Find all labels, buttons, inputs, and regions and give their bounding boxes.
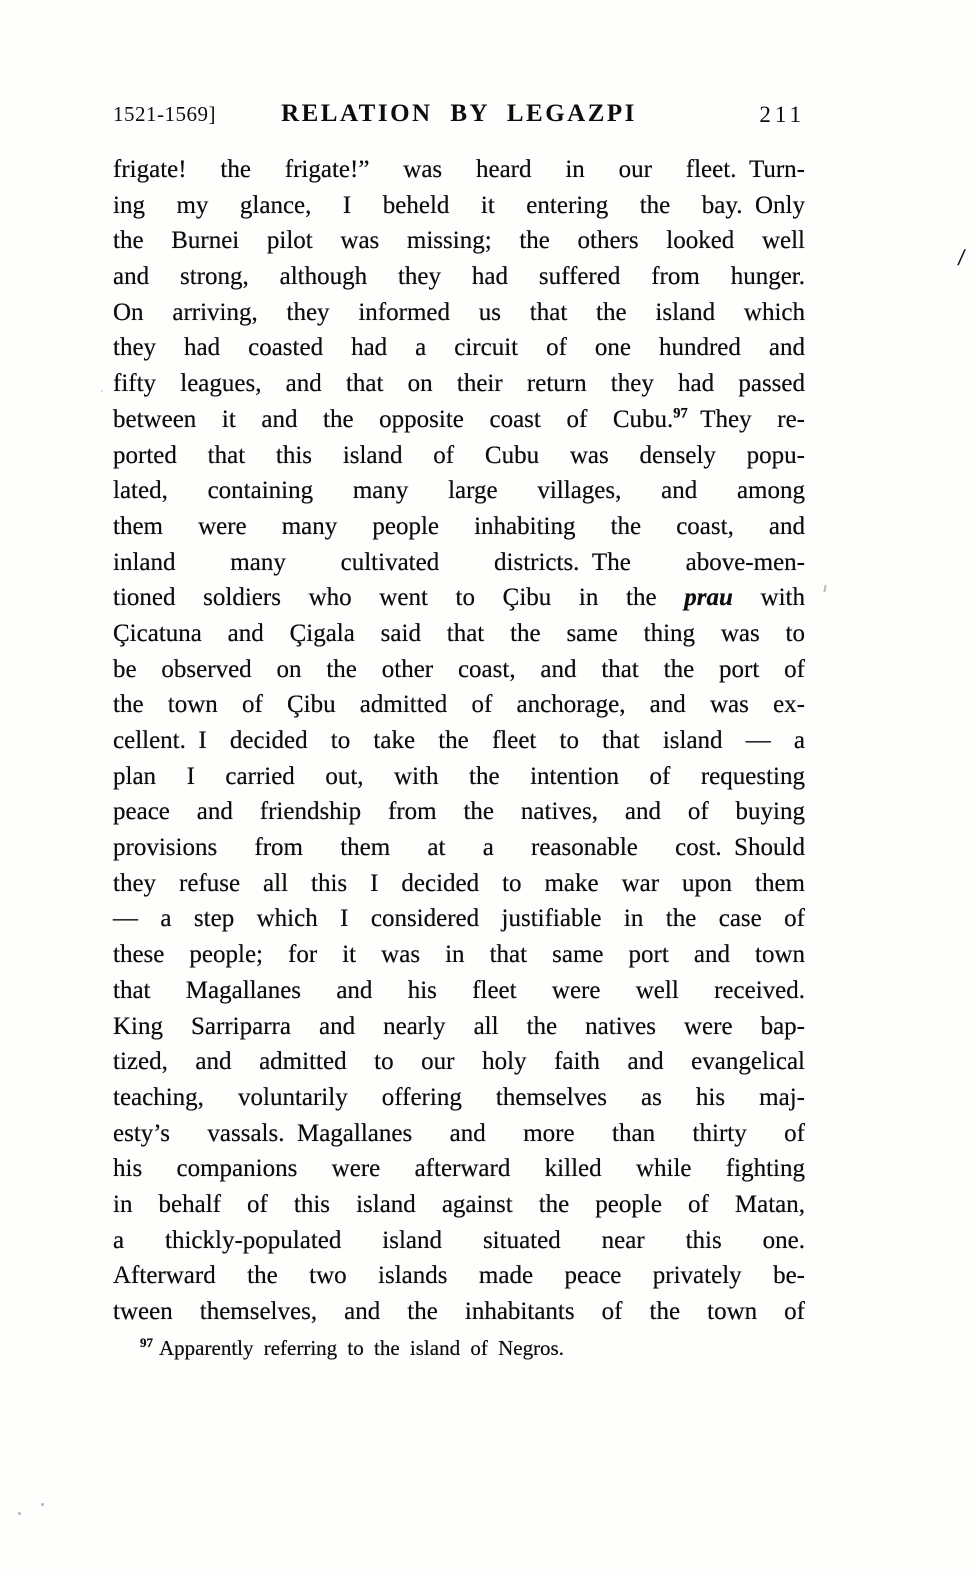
text-line: — a step which I considered justifiable in the case of bbox=[113, 905, 805, 933]
text-line: On arriving, they informed us that the island which bbox=[113, 298, 805, 326]
text-line: inland many cultivated districts. The above-men- bbox=[113, 548, 805, 576]
text-line: tween themselves, and the inhabitants of the town of bbox=[113, 1298, 805, 1325]
footnote bbox=[140, 1334, 800, 1362]
text-line: frigate! the frigate!” was heard in our fleet. Turn- bbox=[113, 156, 805, 183]
text-line: the town of Çibu admitted of anchorage, and was ex- bbox=[113, 691, 805, 719]
text-line: Afterward the two islands made peace privately be- bbox=[113, 1262, 805, 1290]
scan-speck bbox=[101, 390, 103, 392]
header-date-range: 1521-1569] bbox=[113, 102, 216, 126]
text-line: cellent. I decided to take the fleet to that island — a bbox=[113, 727, 805, 754]
scan-speck bbox=[41, 1503, 44, 1506]
footnote-marker: 97 bbox=[140, 1335, 154, 1350]
header-title: RELATION BY LEGAZPI bbox=[281, 100, 637, 127]
ink-tick-mark bbox=[823, 585, 826, 592]
text-line: be observed on the other coast, and that the port of bbox=[113, 655, 805, 683]
text-line: that Magallanes and his fleet were well received. bbox=[113, 976, 805, 1004]
page-header bbox=[113, 98, 805, 130]
text-line: teaching, voluntarily offering themselves as his maj- bbox=[113, 1083, 805, 1111]
text-line: his companions were afterward killed while fighting bbox=[113, 1155, 805, 1183]
text-line: they refuse all this I decided to make war upon them bbox=[113, 869, 805, 897]
text-line: plan I carried out, with the intention of requesting bbox=[113, 762, 805, 790]
text-line: lated, containing many large villages, and among bbox=[113, 477, 805, 505]
text-line: fifty leagues, and that on their return they had passed bbox=[113, 370, 805, 398]
footnote-text: Apparently referring to the island of Negros. bbox=[159, 1336, 564, 1360]
text-line: in behalf of this island against the people of Matan, bbox=[113, 1190, 805, 1218]
text-line: between it and the opposite coast of Cubu.$^{97}$ They re- bbox=[113, 405, 805, 433]
scan-speck bbox=[18, 1512, 21, 1515]
text-line: esty’s vassals. Magallanes and more than thirty of bbox=[113, 1119, 805, 1147]
text-line: peace and friendship from the natives, and of buying bbox=[113, 798, 805, 826]
text-line: Çicatuna and Çigala said that the same thing was to bbox=[113, 619, 805, 647]
text-line: these people; for it was in that same port and town bbox=[113, 941, 805, 969]
text-line: the Burnei pilot was missing; the others looked well bbox=[113, 227, 805, 255]
text-line: they had coasted had a circuit of one hundred and bbox=[113, 334, 805, 362]
body-text bbox=[113, 152, 805, 1330]
header-page-number: 211 bbox=[759, 102, 805, 127]
ink-slash-mark: / bbox=[956, 245, 967, 271]
text-line: King Sarriparra and nearly all the natives were bap- bbox=[113, 1012, 805, 1040]
text-line: them were many people inhabiting the coast, and bbox=[113, 512, 805, 540]
text-line: provisions from them at a reasonable cost. Should bbox=[113, 834, 805, 862]
text-line: tioned soldiers who went to Çibu in the prau with bbox=[113, 584, 805, 612]
text-line: a thickly-populated island situated near this one. bbox=[113, 1226, 805, 1254]
text-line: ported that this island of Cubu was densely popu- bbox=[113, 441, 805, 469]
text-line: ing my glance, I beheld it entering the bay. Only bbox=[113, 191, 805, 219]
text-line: tized, and admitted to our holy faith and evangelical bbox=[113, 1048, 805, 1076]
text-line: and strong, although they had suffered from hunger. bbox=[113, 263, 805, 291]
